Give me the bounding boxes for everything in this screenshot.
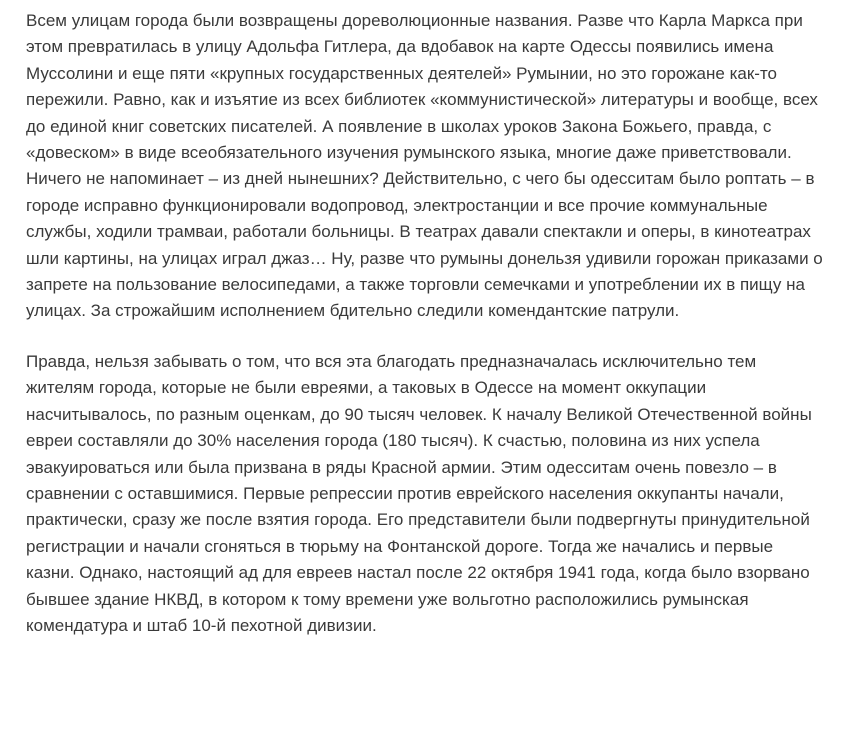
paragraph-1: Всем улицам города были возвращены дореволюционные названия. Разве что Карла Маркса при этом превратилась в улицу Адольфа Гитлера, да вдобавок на карте Одессы появились имена Муссолини и еще пяти «крупных государственных деятелей» Румынии, но это горожане как-то пережили. Равно, как и изъятие из всех библиотек «коммунистической» литературы и вообще, всех до единой книг советских писателей. А появление в школах уроков Закона Божьего, правда, с «довеском» в виде всеобязательного изучения румынского языка, многие даже приветствовали. Ничего не напоминает – из дней нынешних? Действительно, с чего бы одесситам было роптать – в городе исправно функционировали водопровод, электростанции и все прочие коммунальные службы, ходили трамваи, работали больницы. В театрах давали спектакли и оперы, в кинотеатрах шли картины, на улицах играл джаз… Ну, разве что румыны донельзя удивили горожан приказами о запрете на пользование велосипедами, а также торговли семечками и употреблении их в пищу на улицах. За строжайшим исполнением бдительно следили комендантские патрули. [26,11,823,321]
paragraph-2: Правда, нельзя забывать о том, что вся эта благодать предназначалась исключительно тем жителям города, которые не были евреями, а таковых в Одессе на момент оккупации насчитывалось, по разным оценкам, до 90 тысяч человек. К началу Великой Отечественной войны евреи составляли до 30% населения города (180 тысяч). К счастью, половина из них успела эвакуироваться или была призвана в ряды Красной армии. Этим одесситам очень повезло – в сравнении с оставшимися. Первые репрессии против еврейского населения оккупанты начали, практически, сразу же после взятия города. Его представители были подвергнуты принудительной регистрации и начали сгоняться в тюрьму на Фонтанской дороге. Тогда же начались и первые казни. Однако, настоящий ад для евреев настал после 22 октября 1941 года, когда было взорвано бывшее здание НКВД, в котором к тому времени уже вольготно расположились румынская комендатура и штаб 10-й пехотной дивизии. [26,351,812,635]
article-body [26,8,826,663]
